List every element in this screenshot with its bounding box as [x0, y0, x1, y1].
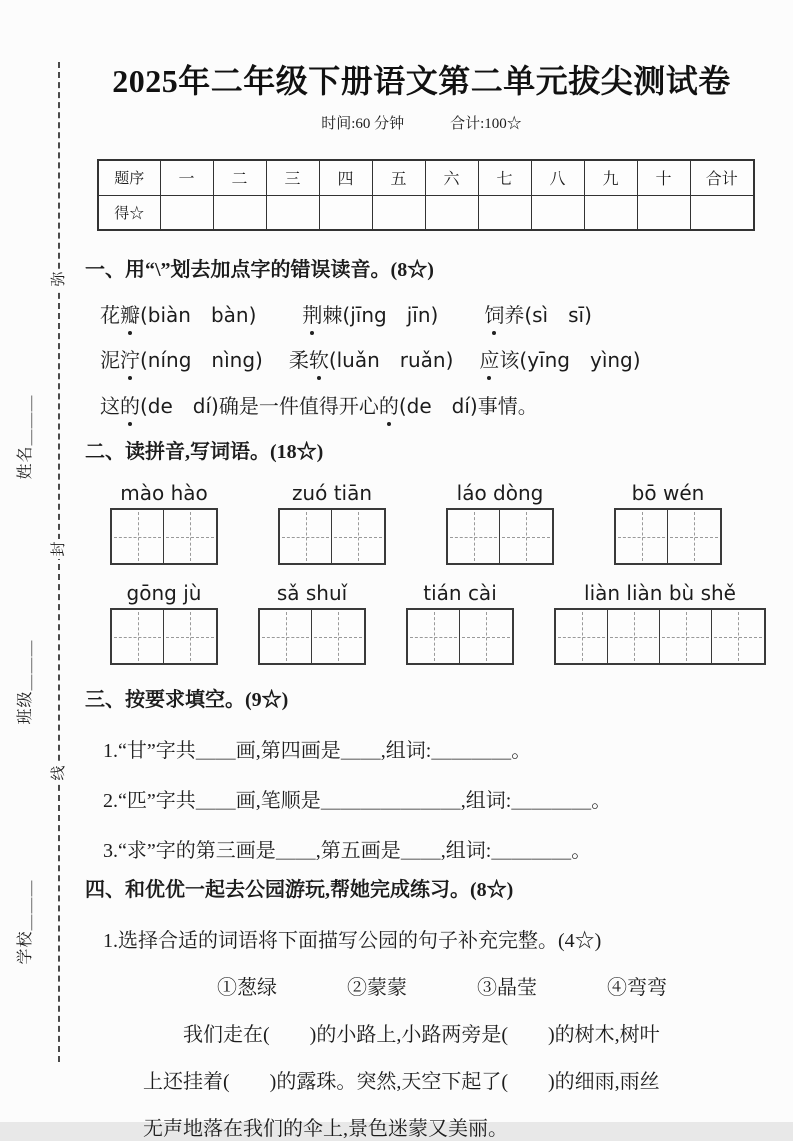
tianzige-cell: [616, 510, 668, 563]
exam-total-label: 合计:100☆: [450, 116, 522, 132]
pinyin-label: liàn liàn bù shě: [584, 581, 736, 605]
pinyin-label: sǎ shuǐ: [276, 581, 348, 605]
score-header-cell: 二: [213, 160, 266, 195]
score-cell-empty: [160, 195, 213, 230]
word-text: 泥: [100, 350, 120, 372]
option-item: ③晶莹: [477, 977, 537, 999]
score-row-label: 得☆: [98, 195, 160, 230]
score-header-cell: 五: [372, 160, 425, 195]
score-cell-empty: [213, 195, 266, 230]
pinyin-label: láo dòng: [456, 481, 544, 505]
dotted-char: 应: [479, 344, 499, 373]
section-1-heading: 一、用“\”划去加点字的错误读音。(8☆): [85, 259, 434, 281]
exam-time-label: 时间:60 分钟: [321, 116, 405, 132]
fill-blank-item: 2.“匹”字共＿＿画,笔顺是＿＿＿＿＿＿＿,组词:＿＿＿＿。: [103, 790, 612, 812]
tianzige-boxes: [614, 508, 722, 565]
seal-char-xian: 线: [48, 763, 70, 783]
word-item: [484, 299, 592, 328]
pinyin-label: gōng jù: [126, 581, 202, 605]
section-1-word-row-1: [85, 299, 758, 328]
tianzige-group: [110, 481, 218, 565]
tianzige-cell: [608, 610, 660, 663]
tianzige-boxes: [406, 608, 514, 665]
score-cell-empty: [319, 195, 372, 230]
seal-dashed-line: [58, 62, 60, 1062]
dotted-char: 饲: [484, 299, 504, 328]
score-header-cell: 三: [266, 160, 319, 195]
tianzige-group: [554, 581, 766, 665]
paragraph-line: 上还挂着( )的露珠。突然,天空下起了( )的细雨,雨丝: [143, 1071, 660, 1093]
word-item: [289, 344, 454, 373]
word-item: [479, 344, 640, 373]
score-cell-empty: [637, 195, 690, 230]
fill-blank-item: 1.“甘”字共＿＿画,第四画是＿＿,组词:＿＿＿＿。: [103, 740, 532, 762]
pinyin-choice: (biàn bàn): [140, 303, 257, 327]
paragraph-line: 无声地落在我们的伞上,景色迷蒙又美丽。: [143, 1118, 508, 1140]
section-1-word-row-2: [85, 344, 758, 373]
seal-char-feng: 封: [48, 539, 70, 559]
word-text: 花: [100, 305, 120, 327]
tianzige-boxes: [446, 508, 554, 565]
tianzige-boxes: [554, 608, 766, 665]
exam-meta: [85, 112, 758, 133]
pinyin-choice: (luǎn ruǎn): [328, 348, 454, 372]
score-header-cell: 合计: [690, 160, 754, 195]
pinyin-choice: (jīng jīn): [342, 303, 439, 327]
tianzige-cell: [712, 610, 764, 663]
score-cell-empty: [531, 195, 584, 230]
score-table: [97, 159, 755, 231]
word-item: [100, 344, 263, 373]
pinyin-label: bō wén: [631, 481, 705, 505]
pinyin-label: mào hào: [120, 481, 208, 505]
score-header-cell: 八: [531, 160, 584, 195]
word-text: 该: [499, 350, 520, 372]
score-header-cell: 一: [160, 160, 213, 195]
fill-blank-item: 3.“求”字的第三画是＿＿,第五画是＿＿,组词:＿＿＿＿。: [103, 840, 592, 862]
tianzige-cell: [112, 610, 164, 663]
sentence-text: 这: [100, 396, 120, 418]
seal-margin: [0, 0, 84, 1122]
tianzige-cell: [312, 610, 364, 663]
tianzige-group: [406, 581, 514, 665]
tianzige-cell: [660, 610, 712, 663]
score-header-cell: 九: [584, 160, 637, 195]
option-item: ①葱绿: [217, 977, 277, 999]
tianzige-cell: [280, 510, 332, 563]
tianzige-cell: [164, 510, 216, 563]
tianzige-cell: [460, 610, 512, 663]
tianzige-cell: [668, 510, 720, 563]
tianzige-group: [446, 481, 554, 565]
score-cell-empty: [266, 195, 319, 230]
class-field-label: 班级＿＿＿: [17, 639, 34, 725]
score-header-cell: 题序: [98, 160, 160, 195]
tianzige-cell: [500, 510, 552, 563]
score-table-header-row: [98, 160, 754, 195]
pinyin-choice: (sì sī): [524, 303, 592, 327]
word-item: [100, 299, 256, 328]
tianzige-group: [614, 481, 722, 565]
pinyin-choice: (yīng yìng): [519, 348, 641, 372]
pinyin-grid-row-1: [85, 481, 758, 565]
tianzige-group: [278, 481, 386, 565]
seal-char-mi: 弥: [48, 269, 70, 289]
word-item: [302, 299, 438, 328]
pinyin-label: tián cài: [423, 581, 497, 605]
tianzige-group: [110, 581, 218, 665]
word-text: 养: [504, 305, 525, 327]
tianzige-cell: [448, 510, 500, 563]
score-header-cell: 四: [319, 160, 372, 195]
dotted-char: 的: [379, 390, 399, 419]
section-4-heading: 四、和优优一起去公园游玩,帮她完成练习。(8☆): [85, 879, 514, 901]
score-cell-empty: [584, 195, 637, 230]
pinyin-grid-row-2: [85, 581, 758, 665]
pinyin-choice: (de dí): [140, 394, 219, 418]
pinyin-label: zuó tiān: [291, 481, 373, 505]
tianzige-cell: [112, 510, 164, 563]
tianzige-boxes: [110, 508, 218, 565]
name-field-label: 姓名＿＿＿: [17, 394, 34, 480]
subquestion-title: 1.选择合适的词语将下面描写公园的句子补充完整。(4☆): [103, 930, 602, 952]
score-header-cell: 十: [637, 160, 690, 195]
tianzige-boxes: [278, 508, 386, 565]
word-options-row: [85, 971, 758, 1000]
sentence-text: 事情。: [477, 396, 538, 418]
pinyin-choice: (níng nìng): [140, 348, 263, 372]
word-text: 柔: [288, 350, 309, 372]
school-field-label: 学校＿＿＿: [17, 879, 34, 965]
tianzige-cell: [260, 610, 312, 663]
score-cell-empty: [372, 195, 425, 230]
score-cell-empty: [690, 195, 754, 230]
score-table-score-row: [98, 195, 754, 230]
dotted-char: 的: [120, 390, 140, 419]
paragraph-line: 我们走在( )的小路上,小路两旁是( )的树木,树叶: [183, 1024, 660, 1046]
word-text: 棘: [322, 305, 343, 327]
score-cell-empty: [478, 195, 531, 230]
section-2-heading: 二、读拼音,写词语。(18☆): [85, 441, 324, 463]
tianzige-boxes: [110, 608, 218, 665]
section-3-heading: 三、按要求填空。(9☆): [85, 689, 289, 711]
section-1-sentence: [85, 390, 758, 419]
paper-title: 2025年二年级下册语文第二单元拔尖测试卷: [112, 63, 731, 99]
sentence-text: 确是一件值得开心: [218, 396, 379, 418]
pinyin-choice: (de dí): [398, 394, 478, 418]
dotted-char: 荆: [302, 299, 322, 328]
option-item: ②蒙蒙: [347, 977, 407, 999]
score-header-cell: 七: [478, 160, 531, 195]
tianzige-cell: [332, 510, 384, 563]
dotted-char: 瓣: [120, 299, 140, 328]
score-header-cell: 六: [425, 160, 478, 195]
dotted-char: 软: [309, 344, 329, 373]
tianzige-group: [258, 581, 366, 665]
tianzige-cell: [556, 610, 608, 663]
paper-content: [85, 0, 758, 1141]
tianzige-boxes: [258, 608, 366, 665]
tianzige-cell: [408, 610, 460, 663]
tianzige-cell: [164, 610, 216, 663]
option-item: ④弯弯: [607, 977, 667, 999]
score-cell-empty: [425, 195, 478, 230]
dotted-char: 泞: [120, 344, 140, 373]
